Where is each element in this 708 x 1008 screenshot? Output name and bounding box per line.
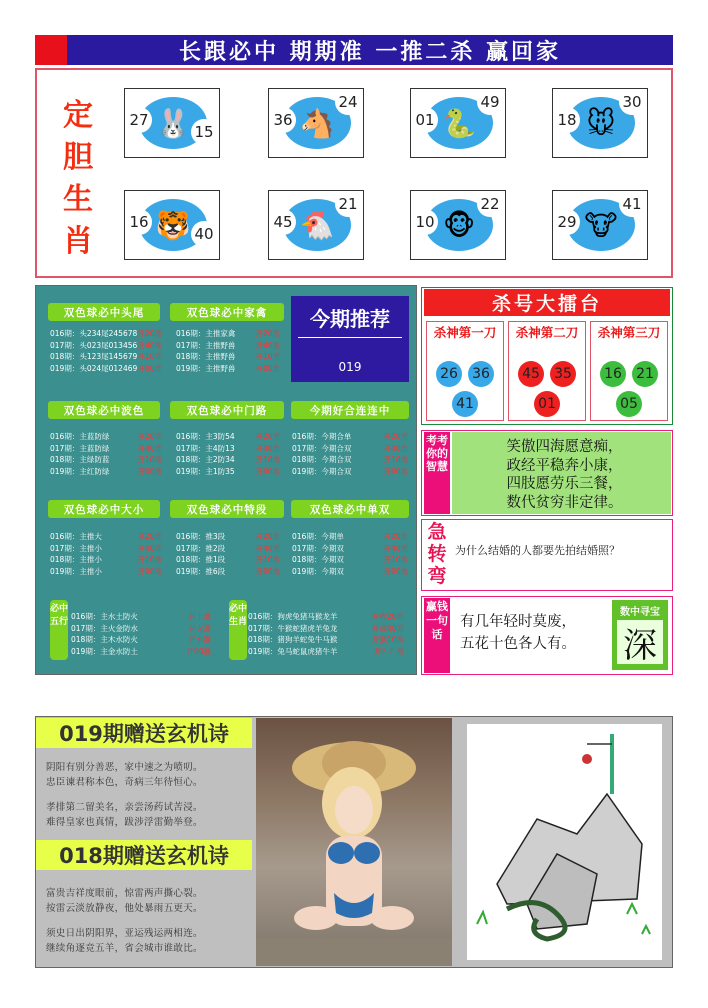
row-text: 019期：今期双 [292,566,344,576]
section-title-combo: 今期好合连连中 [291,401,409,419]
zodiac-panel-title [58,95,98,263]
row-text: 019期：主金水防土 [71,646,138,656]
zodiac-number: 18 [554,107,580,133]
row-text: 016期：推3段 [176,532,226,541]
row-text: 018期：头123尾145679 [50,352,138,361]
horse-icon: 🐴 [299,106,335,140]
row-result: 开10准 [383,555,408,564]
section-title-odd-even: 双色球必中单双 [291,500,409,518]
row-result: 开20准 [255,329,280,338]
poem-spacer [46,916,262,926]
row-text: 017期：头023尾013456 [50,340,138,350]
kill-column-label: 杀神第三刀 [597,325,661,340]
row-result: 开00准 [137,363,162,373]
prediction-row [176,443,280,454]
poem-line: 忠臣谏君称本色，奇病三年待恒心。 [46,777,203,788]
prediction-row [292,466,408,477]
kill-ball: 05 [616,391,642,417]
rat-icon: 🐭 [586,106,616,140]
prediction-row [71,623,211,634]
kill-ball: 36 [468,361,494,387]
prediction-row [176,431,280,442]
row-result: 开40准 [137,340,162,350]
prediction-row [50,443,162,454]
row-text: 018期：推1段 [176,555,226,564]
prediction-row [176,351,280,362]
poem-line: 须史日出阴阳界，亚运残运两相连。 [46,928,203,939]
kill-column-label: 杀神第二刀 [515,325,579,340]
row-text: 019期：主1防35 [176,466,235,476]
prediction-row [248,634,404,645]
think-line: 笑傲四海愿意痴， [506,439,623,455]
poem-018-title: 018期赠送玄机诗 [36,840,252,870]
row-text: 018期：主2防34 [176,455,235,464]
row-text: 017期：主火金防水 [71,623,138,633]
zodiac-number: 16 [126,209,152,235]
row-text: 018期：主推小 [50,555,102,564]
think-line: 四肢愿劳乐三餐， [506,476,623,492]
poem-spacer [46,790,262,800]
row-text: 018期：猪狗羊蛇兔牛马猴 [248,635,338,644]
row-result: 开40准 [255,543,280,553]
row-text: 017期：推2段 [176,543,226,553]
prediction-row [176,566,280,577]
row-text: 019期：头024尾012469 [50,363,138,373]
row-text: 018期：今期合双 [292,455,352,464]
treasure-box-char: 深 [617,620,663,664]
row-result: 开猴10准 [371,635,404,644]
prediction-row [176,531,280,542]
row-result: 开10准 [255,555,280,564]
zodiac-number: 27 [126,107,152,133]
zodiac-number: 36 [270,107,296,133]
row-result: 开10准 [255,455,280,464]
row-result: 开10准 [137,352,162,361]
kill-ball: 01 [534,391,560,417]
think-line: 数代贫穷非定律。 [506,494,623,511]
row-text: 019期：主推野兽 [176,363,236,373]
poem-line: 难得皇家也真情，跋涉浮雷勤举登。 [46,817,203,828]
poem-line: 孝排第二留美名，亲尝汤药试苦浸。 [46,802,203,813]
row-text: 017期：牛猴蛇猪虎羊兔龙 [248,623,338,633]
prediction-row [50,328,162,339]
prediction-row [292,531,408,542]
row-result: 开00准 [383,466,408,476]
poem-line: 富贵吉祥度眼前，惊雷两声撕心裂。 [46,888,203,899]
row-text: 017期：今期合双 [292,443,352,453]
tiger-icon: 🐯 [155,208,191,242]
title-char: 胆 [63,140,93,175]
zodiac-card [268,88,364,158]
section-title-head-tail: 双色球必中头尾 [48,303,160,321]
section-label-zodiac-pick: 必中生肖 [229,600,247,660]
prediction-row [50,466,162,477]
prediction-row [292,443,408,454]
prediction-row [176,543,280,554]
win-label: 赢钱一句话 [424,598,450,673]
prediction-row [50,531,162,542]
prediction-row [292,543,408,554]
row-result: 开20准 [383,532,408,541]
row-text: 016期：主推家禽 [176,329,236,338]
rooster-icon: 🐔 [299,208,335,242]
monkey-icon: 🐵 [442,208,476,242]
prediction-row [248,611,404,622]
think-label: 考考你的智慧 [424,432,450,514]
prediction-row [71,646,211,657]
zodiac-number: 15 [191,119,217,145]
row-text: 017期：主4防13 [176,443,235,453]
row-text: 018期：主木水防火 [71,635,138,644]
zodiac-card [410,88,506,158]
rabbit-icon: 🐰 [155,106,191,140]
row-result: 开20准 [255,432,280,441]
row-text: 017期：主推小 [50,543,102,553]
row-text: 016期：主水土防火 [71,612,138,621]
zodiac-card [268,190,364,260]
kill-column-label: 杀神第一刀 [433,325,497,340]
row-text: 018期：主推野兽 [176,352,236,361]
row-result: 开虎40准 [371,623,404,633]
section-title-home-wild: 双色球必中家禽 [170,303,284,321]
zodiac-number: 41 [619,191,645,217]
kill-ball: 45 [518,361,544,387]
kill-ball: 16 [600,361,626,387]
prediction-row [176,554,280,565]
row-result: 开20准 [255,532,280,541]
section-title-door: 双色球必中门路 [170,401,284,419]
zodiac-number: 22 [477,191,503,217]
snake-mountain-drawing [467,724,662,960]
prediction-row [176,340,280,351]
prediction-row [292,431,408,442]
row-text: 018期：主绿防蓝 [50,455,110,464]
zodiac-card [552,88,648,158]
section-title-segment: 双色球必中特段 [170,500,284,518]
prediction-row [50,543,162,554]
row-result: 开00准 [255,566,280,576]
prediction-row [71,611,211,622]
prediction-row [50,554,162,565]
recommend-number: 019 [338,360,362,374]
recommend-divider [298,337,402,338]
zodiac-number: 29 [554,209,580,235]
kill-ball: 35 [550,361,576,387]
row-result: 开00准 [255,363,280,373]
snake-icon: 🐍 [441,106,477,140]
row-result: 开狗20准 [371,612,404,621]
zodiac-number: 30 [619,89,645,115]
kill-ball: 21 [632,361,658,387]
prediction-row [71,634,211,645]
row-result: 开20准 [137,432,162,441]
row-result: 开火准 [188,623,211,633]
zodiac-card [124,88,220,158]
prediction-row [176,454,280,465]
think-text [462,438,667,512]
row-result: 开00准 [137,466,162,476]
zodiac-number: 01 [412,107,438,133]
row-result: 开土准 [188,612,211,621]
prediction-row [50,431,162,442]
riddle-label: 急转弯 [424,521,450,589]
row-result: 开20准 [383,432,408,441]
row-result: 开20准 [137,329,162,338]
row-result: 开40准 [137,543,162,553]
poem-019-title: 019期赠送玄机诗 [36,718,252,748]
kill-ball: 41 [452,391,478,417]
zodiac-card [410,190,506,260]
row-text: 016期：今期合单 [292,432,352,441]
row-result: 开10准 [383,455,408,464]
prediction-row [292,454,408,465]
title-char: 生 [63,182,93,217]
row-result: 开水准 [188,635,211,644]
header-red-block [35,35,67,65]
prediction-row [50,351,162,362]
poem-019-body [46,760,262,830]
zodiac-number: 24 [335,89,361,115]
row-text: 019期：主推小 [50,566,102,576]
row-result: 开00准 [383,566,408,576]
row-text: 016期：狗虎兔猪马猴龙羊 [248,612,338,621]
row-text: 016期：主3防54 [176,432,235,441]
kill-title: 杀号大擂台 [424,289,670,316]
row-result: 开40准 [383,543,408,553]
zodiac-number: 21 [335,191,361,217]
row-text: 017期：主推野兽 [176,340,236,350]
row-result: 开40准 [255,340,280,350]
riddle-question: 为什么结婚的人都要先拍结婚照？ [455,544,620,557]
row-result: 开40准 [255,443,280,453]
prediction-row [248,623,404,634]
row-result: 开40准 [137,443,162,453]
row-result: 开？？准 [374,646,404,656]
kill-ball: 26 [436,361,462,387]
row-result: 开00准 [255,466,280,476]
win-line: 有几年轻时莫废， [460,614,576,630]
zodiac-card [124,190,220,260]
photo-woman-straw-hat [256,718,452,966]
section-title-size: 双色球必中大小 [48,500,160,518]
row-result: 开40准 [383,443,408,453]
row-result: 开00准 [137,566,162,576]
poem-line: 阴阳有别分善恶，家中速之为喷叨。 [46,762,203,773]
prediction-row [292,566,408,577]
row-text: 017期：主蓝防绿 [50,443,110,453]
row-text: 019期：今期合双 [292,466,352,476]
prediction-row [248,646,404,657]
recommend-title: 今期推荐 [310,307,390,331]
row-text: 017期：今期双 [292,543,344,553]
prediction-row [176,363,280,374]
row-result: 开10准 [137,455,162,464]
row-result: 开20准 [137,532,162,541]
ox-icon: 🐮 [584,208,618,242]
row-text: 016期：主蓝防绿 [50,432,110,441]
row-text: 019期：兔马蛇鼠虎猪牛羊 [248,646,338,656]
prediction-row [50,340,162,351]
row-text: 016期：主推大 [50,532,102,541]
zodiac-number: 40 [191,221,217,247]
treasure-box-label: 数中寻宝 [620,607,660,618]
header-title: 长跟必中 期期准 一推二杀 赢回家 [67,35,673,65]
prediction-row [50,454,162,465]
row-result: 开10准 [255,352,280,361]
row-text: 018期：今期双 [292,555,344,564]
zodiac-card [552,190,648,260]
prediction-row [50,363,162,374]
win-line: 五花十色各人有。 [460,636,576,652]
row-result: 开10准 [137,555,162,564]
zodiac-number: 45 [270,209,296,235]
row-text: 019期：推6段 [176,566,226,576]
section-label-five-elements: 必中五行 [50,600,68,660]
poem-line: 按雷云淡放静夜，他处暴雨五更天。 [46,903,203,914]
row-text: 016期：头234尾245678 [50,329,138,338]
poem-line: 继续角逐竞五羊，省会城市谁敢比。 [46,943,203,954]
title-char: 肖 [63,224,93,259]
prediction-row [176,328,280,339]
zodiac-number: 49 [477,89,503,115]
think-line: 政经平稳奔小康， [506,457,623,474]
row-text: 019期：主红防绿 [50,466,110,476]
poem-018-body [46,886,262,956]
win-text [460,611,610,655]
prediction-row [292,554,408,565]
prediction-row [176,466,280,477]
title-char: 定 [63,98,93,133]
row-text: 016期：今期单 [292,532,344,541]
prediction-row [50,566,162,577]
zodiac-number: 10 [412,209,438,235]
row-result: 开00准 [186,646,211,656]
section-title-wave: 双色球必中波色 [48,401,160,419]
